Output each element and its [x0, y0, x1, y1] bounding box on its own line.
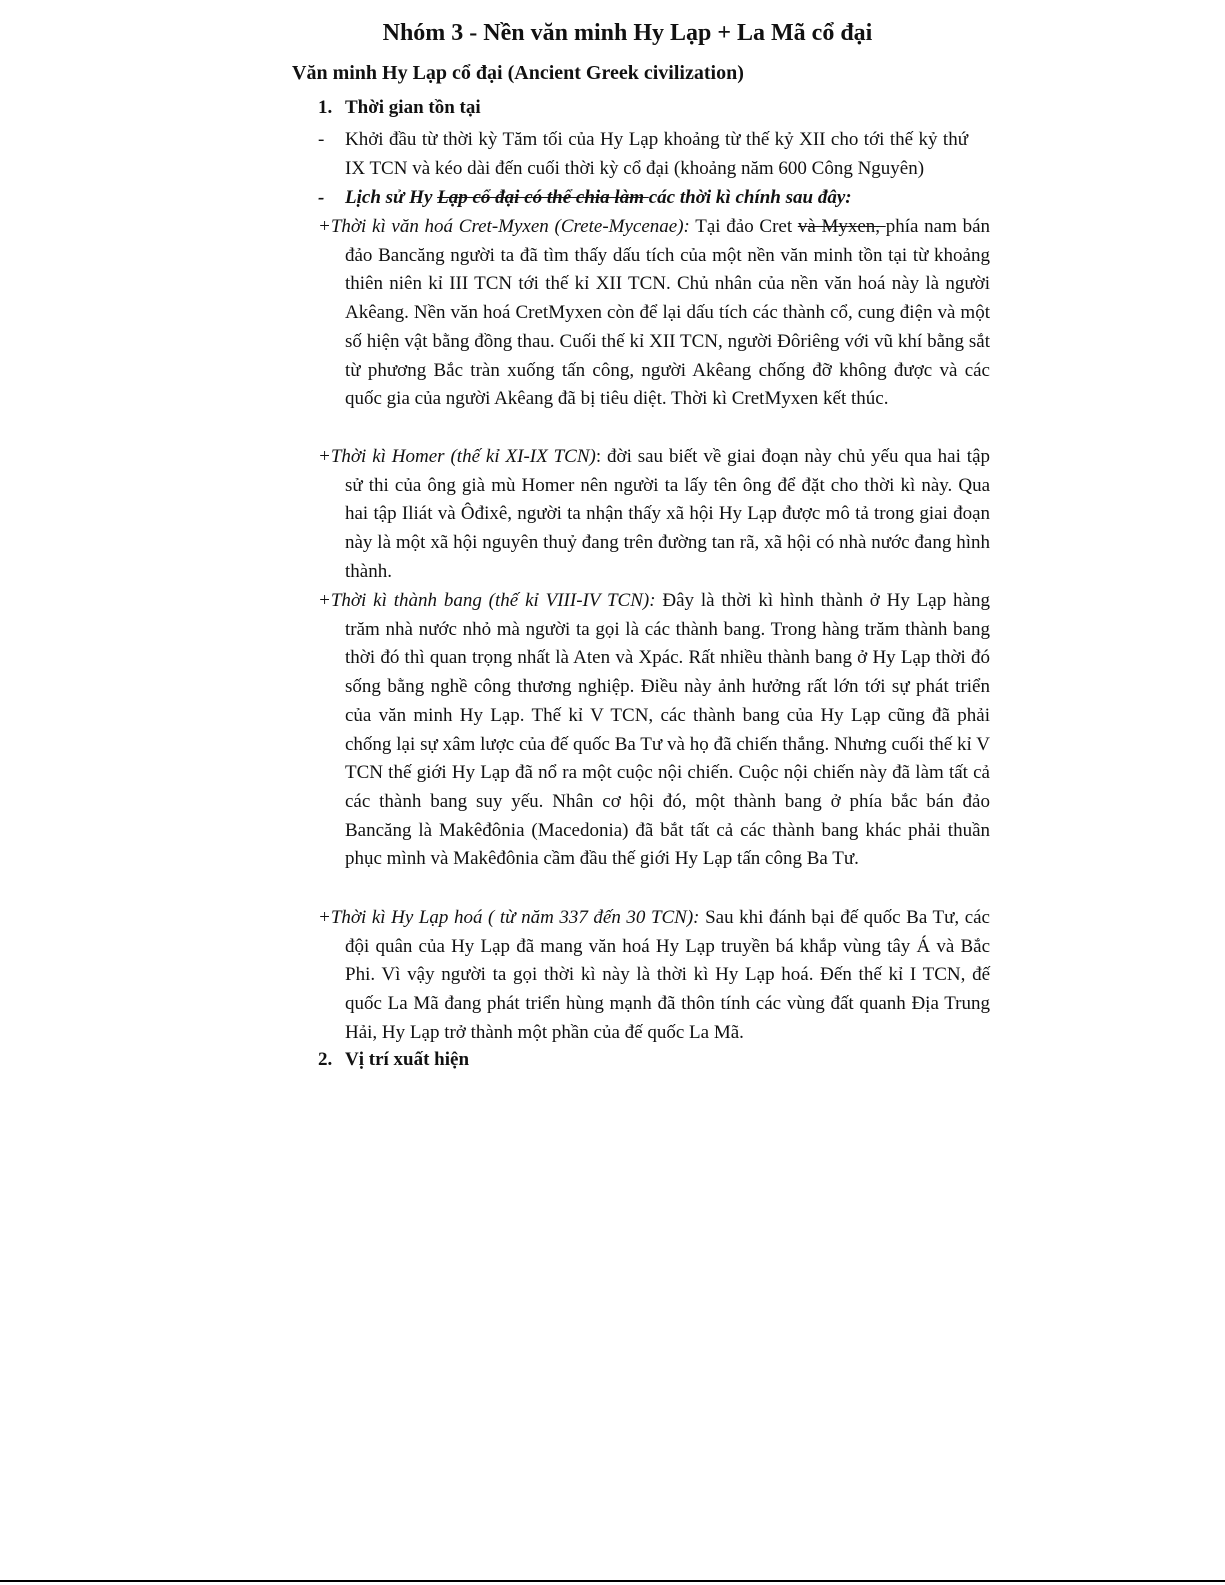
- period-thanh-bang-lead: +Thời kì thành bang (thế kỉ VIII-IV TCN):: [318, 590, 656, 611]
- section-heading: Văn minh Hy Lạp cổ đại (Ancient Greek civilization): [292, 62, 744, 84]
- numbered-heading-2: [318, 1049, 469, 1071]
- periods-intro-part1: Lịch sử Hy: [345, 187, 438, 208]
- dash-item-start-period: [318, 126, 968, 183]
- numbered-heading-1-title: Thời gian tồn tại: [345, 97, 481, 118]
- period-cret-myxen: [318, 213, 990, 414]
- periods-intro-strikethrough: Lạp cổ đại có thể chia làm: [437, 187, 649, 208]
- period-cret-myxen-strikethrough: và Myxen,: [797, 216, 886, 237]
- numbered-heading-1-number: 1.: [318, 97, 333, 118]
- period-thanh-bang: [318, 587, 990, 874]
- dash-item-periods-intro: [318, 184, 968, 213]
- period-homer: [318, 443, 990, 587]
- page-bottom-rule: [0, 1580, 1225, 1582]
- dash-item-start-period-text: Khởi đầu từ thời kỳ Tăm tối của Hy Lạp khoảng từ thế kỷ XII cho tới thế kỷ thứ IX TCN và kéo dài đến cuối thời kỳ cổ đại (khoảng năm 600 Công Nguyên): [345, 129, 968, 179]
- period-hy-lap-hoa-lead: +Thời kì Hy Lạp hoá ( từ năm 337 đến 30 TCN):: [318, 907, 700, 928]
- period-thanh-bang-text: Đây là thời kì hình thành ở Hy Lạp hàng trăm nhà nước nhỏ mà người ta gọi là các thành bang. Trong hàng trăm thành bang thời đó thì quan trọng nhất là Aten và Xpác. Rất nhiều thành bang ở Hy Lạp thời đó sống bằng nghề công thương nghiệp. Điều này ảnh hưởng rất lớn tới sự phát triển của văn minh Hy Lạp. Thế kỉ V TCN, các thành bang của Hy Lạp cũng đã phải chống lại sự xâm lược của đế quốc Ba Tư và họ đã chiến thắng. Nhưng cuối thế kỉ V TCN thế giới Hy Lạp đã nổ ra một cuộc nội chiến. Cuộc nội chiến này đã làm tất cả các thành bang suy yếu. Nhân cơ hội đó, một thành bang ở phía bắc bán đảo Bancăng là Makêđônia (Macedonia) đã bắt tất cả các thành bang khác phải thuần phục mình và Makêđônia cầm đầu thế giới Hy Lạp tấn công Ba Tư.: [345, 590, 990, 870]
- numbered-heading-2-title: Vị trí xuất hiện: [345, 1049, 470, 1070]
- period-homer-text: : đời sau biết về giai đoạn này chủ yếu qua hai tập sử thi của ông già mù Homer nên người ta lấy tên ông để đặt cho thời kì này. Qua hai tập Iliát và Ôđixê, người ta nhận thấy xã hội Hy Lạp được mô tả trong giai đoạn này là một xã hội nguyên thuỷ đang trên đường tan rã, xã hội có nhà nước đang hình thành.: [345, 446, 990, 582]
- period-hy-lap-hoa-text: Sau khi đánh bại đế quốc Ba Tư, các đội quân của Hy Lạp đã mang văn hoá Hy Lạp truyền bá khắp vùng tây Á và Bắc Phi. Vì vậy người ta gọi thời kì này là thời kì Hy Lạp hoá. Đến thế kỉ I TCN, đế quốc La Mã đang phát triển hùng mạnh đã thôn tính các vùng đất quanh Địa Trung Hải, Hy Lạp trở thành một phần của đế quốc La Mã.: [345, 907, 990, 1043]
- numbered-heading-2-number: 2.: [318, 1049, 333, 1070]
- period-cret-myxen-text: phía nam bán đảo Bancăng người ta đã tìm thấy dấu tích của một nền văn minh tồn tại từ khoảng thiên niên kỉ III TCN tới thế kỉ XII TCN. Chủ nhân của nền văn hoá này là người Akêang. Nền văn hoá CretMyxen còn để lại dấu tích các thành cổ, cung điện và một số hiện vật bằng đồng thau. Cuối thế kỉ XII TCN, người Đôriêng với vũ khí bằng sắt từ phương Bắc tràn xuống tấn công, người Akêang chống đỡ không được và các quốc gia của người Akêang đã bị tiêu diệt. Thời kì CretMyxen kết thúc.: [345, 216, 990, 410]
- period-hy-lap-hoa: [318, 904, 990, 1048]
- periods-intro-part3: các thời kì chính sau đây:: [648, 187, 852, 208]
- numbered-heading-1: [318, 97, 481, 119]
- document-title: Nhóm 3 - Nền văn minh Hy Lạp + La Mã cổ đại: [382, 20, 873, 46]
- period-homer-lead: +Thời kì Homer (thế kỉ XI-IX TCN): [318, 446, 596, 467]
- period-cret-myxen-lead: +Thời kì văn hoá Cret-Myxen (Crete-Mycenae):: [318, 216, 690, 237]
- dash-marker: -: [318, 129, 325, 150]
- period-cret-myxen-text-a: Tại đảo Cret: [689, 216, 798, 237]
- dash-marker: -: [318, 187, 325, 208]
